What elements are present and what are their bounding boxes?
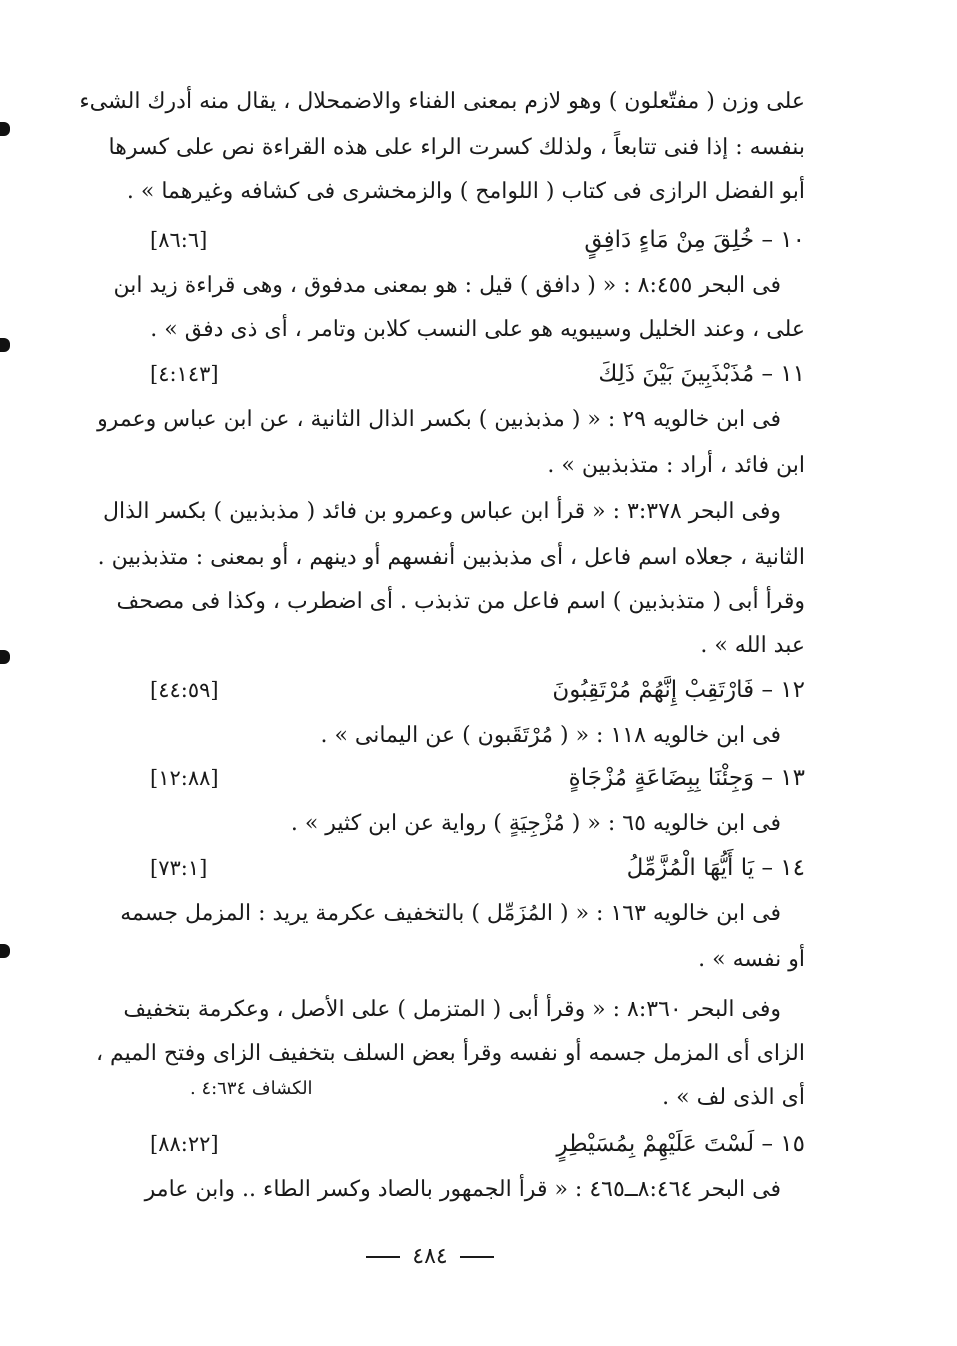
text-line: فى البحر ٨:٤٥٥ : « ( دافق ) قيل : هو بمعنى مدفوق ، وهى قراءة زيد ابن xyxy=(113,273,781,298)
text-line: الثانية ، جعلاه اسم فاعل ، أى مذبذبين أنفسهم أو دينهم ، أو بمعنى : متذبذبين . xyxy=(97,545,805,570)
verse-text: وَجِئْنَا بِبِضَاعَةٍ مُزْجَاةٍ xyxy=(568,765,755,791)
verse-reference: [٤:١٤٣] xyxy=(150,362,219,386)
verse-text: مُذَبْذَبِينَ بَيْنَ ذَلِكَ xyxy=(598,361,755,387)
entry-heading xyxy=(150,668,805,712)
entry-heading xyxy=(150,1122,805,1166)
verse-heading: ١٣ – وَجِئْنَا بِبِضَاعَةٍ مُزْجَاةٍ xyxy=(568,765,805,791)
verse-reference: [٨٨:٢٢] xyxy=(150,1132,219,1156)
verse-text: فَارْتَقِبْ إِنَّهُمْ مُرْتَقِبُونَ xyxy=(552,677,755,703)
verse-heading: ١١ – مُذَبْذَبِينَ بَيْنَ ذَلِكَ xyxy=(598,361,805,387)
entry-number: ١٤ xyxy=(780,855,805,881)
text-line: وقرأ أبى ( متذبذبين ) اسم فاعل من تذبذب . أى اضطرب ، وكذا فى مصحف xyxy=(116,589,805,614)
verse-reference: [١٢:٨٨] xyxy=(150,766,219,790)
page-number-value: ٤٨٤ xyxy=(412,1244,448,1269)
text-line: فى البحر ٨:٤٦٤ــ٤٦٥ : « قرأ الجمهور بالصاد وكسر الطاء .. وابن عامر xyxy=(144,1177,781,1202)
text-line: على ، وعند الخليل وسيبويه هو على النسب كلابن وتامر ، أى ذى دفق » . xyxy=(150,317,805,342)
text-line: وفى البحر ٣:٣٧٨ : « قرأ ابن عباس وعمرو بن فائد ( مذبذبين ) بكسر الذال xyxy=(103,499,781,524)
dash-left xyxy=(460,1256,494,1258)
entry-heading xyxy=(150,756,805,800)
entry-heading xyxy=(150,846,805,890)
verse-text: يَا أَيُّهَا الْمُزَّمِّلُ xyxy=(626,855,755,881)
entry-number: ١٠ xyxy=(780,227,805,253)
verse-heading: ١٥ – لَسْتَ عَلَيْهِمْ بِمُسَيْطِرٍ xyxy=(556,1131,805,1157)
text-line: بنفسه : إذا فنى تتابعاً ، ولذلك كسرت الراء على هذه القراءة نص على كسرها xyxy=(108,135,805,160)
verse-reference: [٨٦:٦] xyxy=(150,228,208,252)
entry-heading xyxy=(150,352,805,396)
entry-heading xyxy=(150,218,805,262)
text-line: وفى البحر ٨:٣٦٠ : « وقرأ أبى ( المتزمل ) على الأصل ، وعكرمة بتخفيف xyxy=(123,997,781,1022)
text-line: ابن فائد ، أراد : متذبذبين » . xyxy=(547,453,805,478)
text-line: فى ابن خالويه ١٦٣ : « ( المُزَمِّل ) بالتخفيف عكرمة يريد : المزمل جسمه xyxy=(120,901,781,926)
verse-text: لَسْتَ عَلَيْهِمْ بِمُسَيْطِرٍ xyxy=(556,1131,755,1157)
verse-reference: [٧٣:١] xyxy=(150,856,208,880)
text-line: أى الذى لف » . xyxy=(662,1085,805,1110)
scan-margin-mark xyxy=(0,944,10,958)
scan-margin-mark xyxy=(0,122,10,136)
verse-text: خُلِقَ مِنْ مَاءٍ دَافِقٍ xyxy=(584,227,755,253)
entry-number: ١٥ xyxy=(780,1131,805,1157)
verse-heading: ١٤ – يَا أَيُّهَا الْمُزَّمِّلُ xyxy=(626,855,805,881)
verse-heading: ١٢ – فَارْتَقِبْ إِنَّهُمْ مُرْتَقِبُونَ xyxy=(552,677,805,703)
text-line: فى ابن خالويه ٢٩ : « ( مذبذبين ) بكسر الذال الثانية ، عن ابن عباس وعمرو xyxy=(97,407,781,432)
dash-right xyxy=(366,1256,400,1258)
scan-margin-mark xyxy=(0,650,10,664)
entry-number: ١٢ xyxy=(780,677,805,703)
verse-reference: [٤٤:٥٩] xyxy=(150,678,219,702)
text-line: فى ابن خالويه ٦٥ : « ( مُزْجِيَةٍ ) رواية عن ابن كثير » . xyxy=(290,811,781,836)
verse-heading: ١٠ – خُلِقَ مِنْ مَاءٍ دَافِقٍ xyxy=(584,227,805,253)
text-line: أبو الفضل الرازى فى كتاب ( اللوامح ) والزمخشرى فى كشافه وغيرهما » . xyxy=(126,179,805,204)
entry-number: ١١ xyxy=(780,361,805,387)
text-line: الزاى أى المزمل جسمه أو نفسه وقرأ بعض السلف بتخفيف الزاى وفتح الميم ، xyxy=(95,1041,805,1066)
text-line: عبد الله » . xyxy=(700,633,805,658)
text-line: فى ابن خالويه ١١٨ : « ( مُرْتَقَبون ) عن اليمانى » . xyxy=(320,723,781,748)
entry-number: ١٣ xyxy=(780,765,805,791)
scan-margin-mark xyxy=(0,338,10,352)
text-line: أو نفسه » . xyxy=(698,947,805,972)
page-number xyxy=(0,1244,860,1269)
side-note: الكشاف ٤:٦٣٤ . xyxy=(190,1078,313,1099)
text-line: على وزن ( مفتّعلون ) وهو لازم بمعنى الفناء والاضمحلال ، يقال منه أدرك الشىء xyxy=(79,89,805,114)
